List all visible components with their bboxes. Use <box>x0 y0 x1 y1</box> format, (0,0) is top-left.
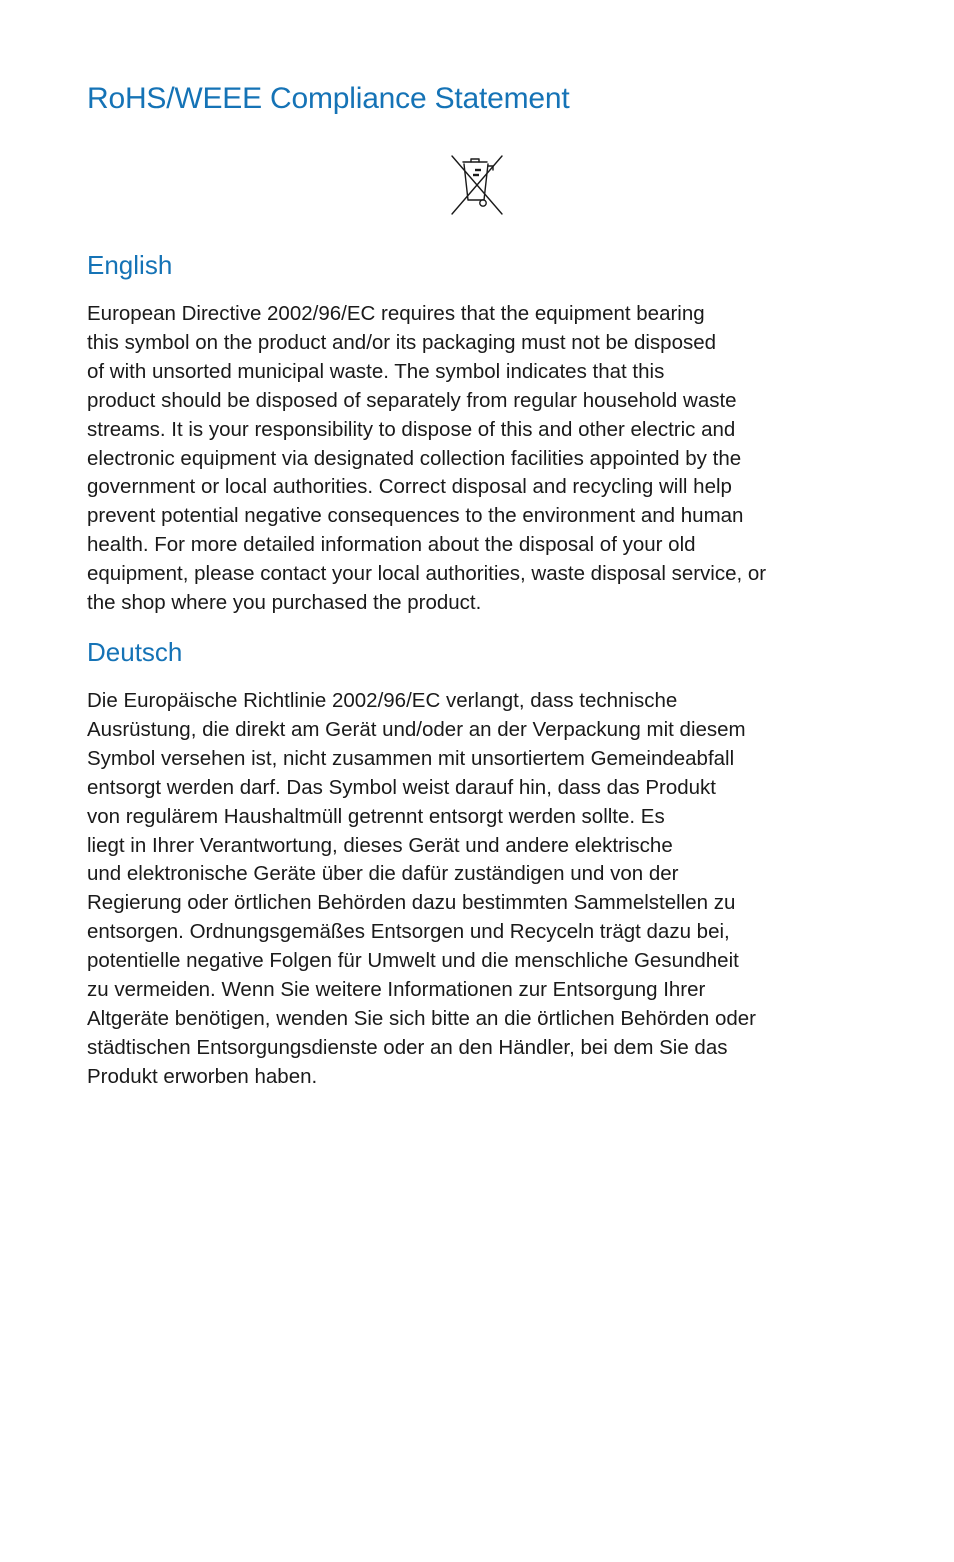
text-line: health. For more detailed information about the disposal of your old <box>87 533 696 557</box>
text-line: government or local authorities. Correct disposal and recycling will help <box>87 475 732 499</box>
text-line: electronic equipment via designated collection facilities appointed by the <box>87 446 742 470</box>
text-line: of with unsorted municipal waste. The symbol indicates that this <box>87 359 665 383</box>
text-line: European Directive 2002/96/EC requires that the equipment bearing <box>87 302 705 325</box>
text-line: entsorgt werden darf. Das Symbol weist darauf hin, dass das Produkt <box>87 775 716 799</box>
text-line: zu vermeiden. Wenn Sie weitere Informationen zur Entsorgung Ihrer <box>87 978 706 1002</box>
text-line: this symbol on the product and/or its packaging must not be disposed <box>87 330 717 354</box>
text-line: Die Europäische Richtlinie 2002/96/EC verlangt, dass technische <box>87 689 678 712</box>
paragraph-deutsch <box>87 687 756 1092</box>
text-line: Altgeräte benötigen, wenden Sie sich bitte an die örtlichen Behörden oder <box>87 1006 756 1030</box>
paragraph-english <box>87 300 766 618</box>
text-line: Ausrüstung, die direkt am Gerät und/oder an der Verpackung mit diesem <box>87 717 746 741</box>
section-heading-english: English <box>87 250 173 280</box>
text-line: equipment, please contact your local authorities, waste disposal service, or <box>87 562 767 586</box>
text-line: prevent potential negative consequences to the environment and human <box>87 504 744 528</box>
text-line: liegt in Ihrer Verantwortung, dieses Gerät und andere elektrische <box>87 833 673 857</box>
text-line: Regierung oder örtlichen Behörden dazu bestimmten Sammelstellen zu <box>87 891 736 915</box>
text-line: potentielle negative Folgen für Umwelt und die menschliche Gesundheit <box>87 949 739 973</box>
text-line: product should be disposed of separately from regular household waste <box>87 388 737 412</box>
text-line: the shop where you purchased the product. <box>87 591 482 615</box>
text-line: von regulärem Haushaltmüll getrennt entsorgt werden sollte. Es <box>87 804 665 828</box>
text-line: entsorgen. Ordnungsgemäßes Entsorgen und Recyceln trägt dazu bei, <box>87 920 730 944</box>
text-line: Symbol versehen ist, nicht zusammen mit unsortiertem Gemeindeabfall <box>87 746 735 770</box>
text-line: und elektronische Geräte über die dafür zuständigen und von der <box>87 862 679 886</box>
text-line: streams. It is your responsibility to dispose of this and other electric and <box>87 417 736 441</box>
text-line: Produkt erworben haben. <box>87 1064 318 1088</box>
text-line: städtischen Entsorgungsdienste oder an den Händler, bei dem Sie das <box>87 1035 728 1059</box>
section-heading-deutsch: Deutsch <box>87 637 183 667</box>
crossed-out-wheelie-bin-icon <box>449 151 505 217</box>
page-title: RoHS/WEEE Compliance Statement <box>87 82 570 115</box>
